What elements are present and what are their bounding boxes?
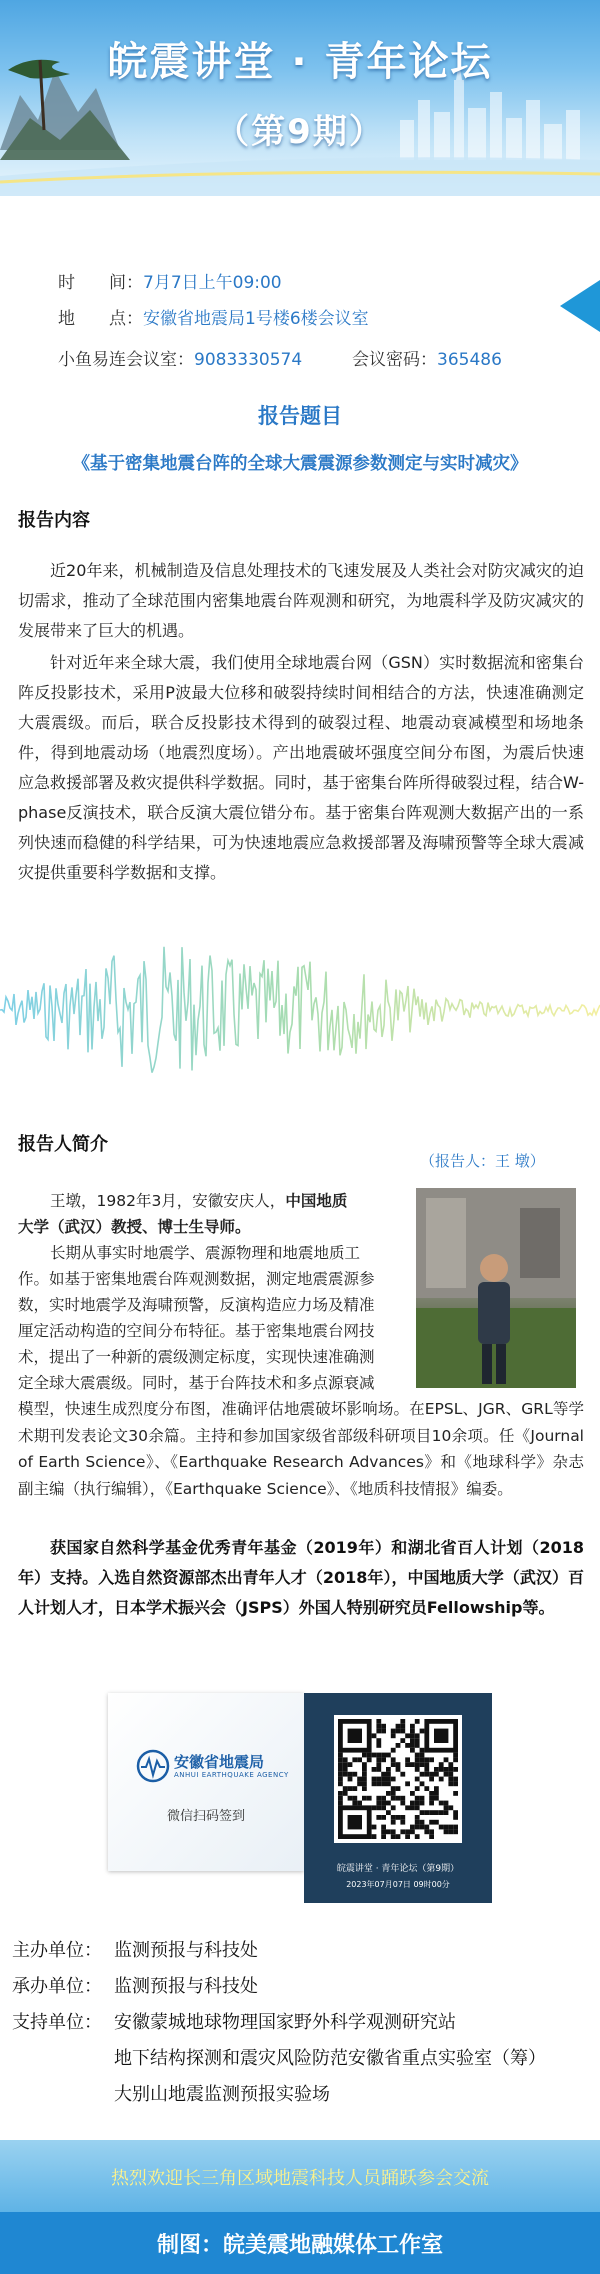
speaker-heading: 报告人简介 — [18, 1134, 108, 1155]
report-title-heading: 报告题目 — [258, 404, 342, 428]
host-row — [12, 1936, 258, 1962]
meeting-room-label: 小鱼易连会议室： — [58, 350, 194, 370]
speaker-bio-line: 数，实时地震学及海啸预警，反演构造应力场及精准 — [18, 1296, 375, 1314]
qr-date: 2023年07月07日 09时00分 — [346, 1880, 450, 1889]
password-value: 365486 — [437, 350, 502, 370]
place-value: 安徽省地震局1号楼6楼会议室 — [143, 309, 369, 329]
time-value: 7月7日上午09:00 — [143, 273, 282, 293]
speaker-bio-line: 定全球大震震级。同时，基于台阵技术和多点源衰减 — [18, 1374, 375, 1392]
speaker-name-tag: （报告人：王 墩） — [420, 1152, 545, 1170]
issue-number: （第9期） — [215, 112, 385, 152]
qr-panel — [304, 1693, 492, 1903]
place-row — [58, 304, 369, 329]
triangle-decoration-icon — [560, 280, 600, 332]
support-row — [12, 2008, 456, 2034]
speaker-photo — [416, 1188, 576, 1388]
speaker-bio-line: 厘定活动构造的空间分布特征。基于密集地震台网技 — [18, 1322, 375, 1340]
welcome-banner — [0, 2140, 600, 2212]
agency-name-en: ANHUI EARTHQUAKE AGENCY — [174, 1771, 289, 1779]
time-label: 时 间： — [58, 273, 143, 293]
support-value: 安徽蒙城地球物理国家野外科学观测研究站 — [114, 2012, 456, 2033]
credit-text: 制图：皖美震地融媒体工作室 — [156, 2233, 443, 2258]
speaker-bio-line: 作。如基于密集地震台阵观测数据，测定地震震源参 — [18, 1270, 375, 1288]
content-paragraph-1: 近20年来，机械制造及信息处理技术的飞速发展及人类社会对防灾减灾的迫切需求，推动了全球范围内密集地震台阵观测和研究，为地震科学及防灾减灾的发展带来了巨大的机遇。 — [18, 561, 584, 640]
speaker-bio-rest: 模型，快速生成烈度分布图，准确评估地震破坏影响场。在EPSL、JGR、GRL等学术期刊发表论文30余篇。主持和参加国家级省部级科研项目10余项。任《Journal of Earth Science》、《Earthquake Research Advances》和《地球科学》杂志副主编（执行编辑），《Earthquake Science》、《地质科技情报》编委。 — [18, 1400, 584, 1498]
header-banner — [0, 0, 600, 196]
page-title: 皖震讲堂 · 青年论坛 — [107, 39, 493, 85]
undertake-label: 承办单位： — [12, 1976, 102, 1997]
scan-instruction: 微信扫码签到 — [166, 1809, 245, 1824]
agency-logo-panel — [108, 1693, 304, 1871]
password-row — [352, 345, 502, 370]
qr-caption: 皖震讲堂 · 青年论坛（第9期） — [336, 1864, 460, 1874]
host-value: 监测预报与科技处 — [114, 1940, 258, 1961]
password-label: 会议密码： — [352, 350, 437, 370]
credit-banner — [0, 2212, 600, 2274]
agency-name: 安徽省地震局 — [174, 1753, 265, 1771]
undertake-row — [12, 1972, 258, 1998]
speaker-bio-line: 长期从事实时地震学、震源物理和地震地质工 — [50, 1244, 361, 1262]
place-label: 地 点： — [58, 309, 143, 329]
welcome-text: 热烈欢迎长三角区域地震科技人员踊跃参会交流 — [111, 2168, 489, 2189]
speaker-honors: 获国家自然科学基金优秀青年基金（2019年）和湖北省百人计划（2018年）支持。入选自然资源部杰出青年人才（2018年），中国地质大学（武汉）百人计划人才，日本学术振兴会（JSPS）外国人特别研究员Fellowship等。 — [18, 1538, 584, 1617]
sign-in-card — [108, 1693, 492, 1903]
support-value: 地下结构探测和震灾风险防范安徽省重点实验室（筹） — [114, 2048, 546, 2069]
qr-code-icon — [334, 1715, 462, 1843]
support-value: 大别山地震监测预报实验场 — [114, 2084, 330, 2105]
support-label: 支持单位： — [12, 2012, 102, 2033]
agency-logo-icon — [136, 1749, 170, 1783]
report-title: 《基于密集地震台阵的全球大震震源参数测定与实时减灾》 — [72, 454, 528, 474]
meeting-row — [58, 345, 302, 370]
content-paragraph-2: 针对近年来全球大震，我们使用全球地震台网（GSN）实时数据流和密集台阵反投影技术，采用P波最大位移和破裂持续时间相结合的方法，快速准确测定大震震级。而后，联合反投影技术得到的破裂过程、地震动衰减模型和场地条件，得到地震动场（地震烈度场）。产出地震破坏强度空间分布图，为震后快速应急救援部署及救灾提供科学数据。同时，基于密集台阵所得破裂过程，结合W-phase反演技术，联合反演大震位错分布。基于密集台阵观测大数据产出的一系列快速而稳健的科学结果，可为快速地震应急救援部署及海啸预警等全球大震减灾提供重要科学数据和支撑。 — [18, 653, 584, 882]
qr-code[interactable] — [334, 1715, 462, 1843]
speaker-bio-line: 术，提出了一种新的震级测定标度，实现快速准确测 — [18, 1348, 375, 1366]
report-content-heading: 报告内容 — [18, 510, 90, 531]
host-label: 主办单位： — [12, 1940, 102, 1961]
speaker-bio-intro: 王墩，1982年3月，安徽安庆人，中国地质 — [50, 1192, 348, 1210]
undertake-value: 监测预报与科技处 — [114, 1976, 258, 1997]
seismic-waveform-icon — [0, 935, 600, 1085]
meeting-room-id: 9083330574 — [194, 350, 303, 370]
speaker-bio-title: 大学（武汉）教授、博士生导师。 — [18, 1218, 251, 1236]
time-row — [58, 268, 282, 293]
